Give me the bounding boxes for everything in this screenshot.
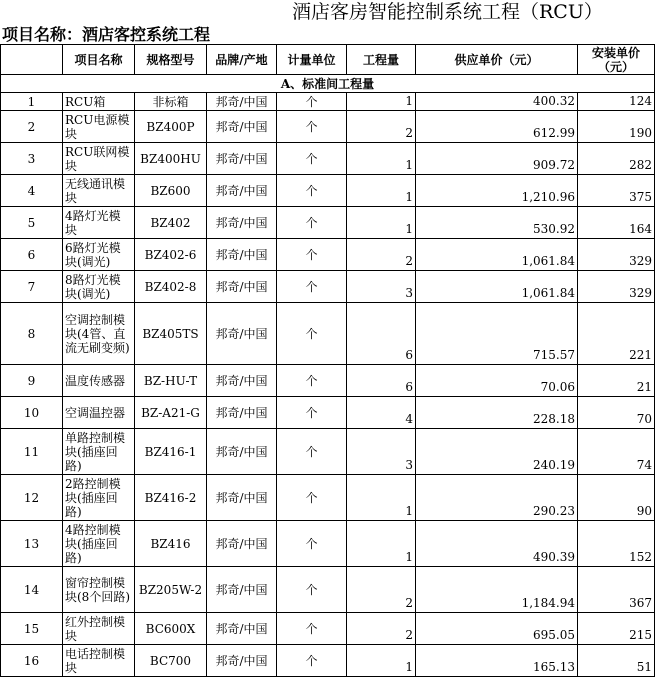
cell-index: 11 [1,429,63,475]
cell-unit: 个 [277,645,347,677]
header-item-name: 项目名称 [63,45,135,75]
cell-install-price: 152 [578,521,655,567]
table-row [1,207,655,239]
table-row [1,93,655,111]
cell-unit: 个 [277,93,347,111]
cell-install-price: 90 [578,475,655,521]
cell-quantity: 1 [347,175,416,207]
cell-install-price: 329 [578,271,655,303]
table-row [1,111,655,143]
header-unit: 计量单位 [277,45,347,75]
cell-brand: 邦奇/中国 [207,239,277,271]
cell-index: 5 [1,207,63,239]
cell-unit: 个 [277,175,347,207]
cell-supply-price: 1,184.94 [416,567,578,613]
table-row [1,143,655,175]
cell-index: 16 [1,645,63,677]
cell-brand: 邦奇/中国 [207,143,277,175]
cell-unit: 个 [277,207,347,239]
project-name-label: 项目名称：酒店客控系统工程 [2,25,211,44]
cell-brand: 邦奇/中国 [207,645,277,677]
cell-brand: 邦奇/中国 [207,93,277,111]
cell-brand: 邦奇/中国 [207,365,277,397]
cell-model: BZ-A21-G [135,397,207,429]
cell-index: 4 [1,175,63,207]
cell-unit: 个 [277,239,347,271]
cell-item-name: 4路灯光模块 [63,207,135,239]
cell-quantity: 1 [347,143,416,175]
cell-install-price: 21 [578,365,655,397]
cell-install-price: 329 [578,239,655,271]
quote-table [0,44,655,677]
cell-brand: 邦奇/中国 [207,567,277,613]
cell-model: BZ600 [135,175,207,207]
cell-model: BZ402 [135,207,207,239]
table-row [1,645,655,677]
cell-item-name: 空调控制模块(4管、直流无刷变频) [63,303,135,365]
cell-install-price: 74 [578,429,655,475]
cell-install-price: 215 [578,613,655,645]
table-row [1,613,655,645]
cell-supply-price: 530.92 [416,207,578,239]
cell-model: BZ416 [135,521,207,567]
header-brand: 品牌/产地 [207,45,277,75]
cell-supply-price: 70.06 [416,365,578,397]
section-title: A、标准间工程量 [1,75,655,93]
table-body [1,75,655,677]
cell-supply-price: 228.18 [416,397,578,429]
cell-install-price: 282 [578,143,655,175]
header-install-price: 安装单价（元） [578,45,655,75]
cell-supply-price: 240.19 [416,429,578,475]
cell-brand: 邦奇/中国 [207,613,277,645]
cell-item-name: 电话控制模块 [63,645,135,677]
cell-model: BZ416-2 [135,475,207,521]
cell-quantity: 6 [347,303,416,365]
cell-install-price: 51 [578,645,655,677]
cell-item-name: RCU箱 [63,93,135,111]
document-title-text: 酒店客房智能控制系统工程（RCU） [292,1,603,23]
cell-brand: 邦奇/中国 [207,475,277,521]
cell-index: 3 [1,143,63,175]
cell-item-name: 6路灯光模块(调光) [63,239,135,271]
cell-index: 8 [1,303,63,365]
cell-brand: 邦奇/中国 [207,111,277,143]
cell-model: BZ400HU [135,143,207,175]
cell-unit: 个 [277,521,347,567]
cell-supply-price: 612.99 [416,111,578,143]
cell-quantity: 1 [347,93,416,111]
cell-index: 13 [1,521,63,567]
cell-item-name: RCU电源模块 [63,111,135,143]
cell-item-name: RCU联网模块 [63,143,135,175]
cell-model: BZ402-8 [135,271,207,303]
cell-quantity: 3 [347,271,416,303]
cell-quantity: 2 [347,239,416,271]
cell-brand: 邦奇/中国 [207,429,277,475]
cell-item-name: 4路控制模块(插座回路) [63,521,135,567]
cell-supply-price: 490.39 [416,521,578,567]
cell-index: 15 [1,613,63,645]
cell-unit: 个 [277,613,347,645]
cell-item-name: 8路灯光模块(调光) [63,271,135,303]
cell-brand: 邦奇/中国 [207,175,277,207]
cell-model: BZ400P [135,111,207,143]
cell-supply-price: 715.57 [416,303,578,365]
cell-unit: 个 [277,303,347,365]
table-row [1,365,655,397]
header-row [1,45,655,75]
cell-install-price: 190 [578,111,655,143]
cell-supply-price: 695.05 [416,613,578,645]
cell-supply-price: 290.23 [416,475,578,521]
cell-install-price: 375 [578,175,655,207]
document-title [0,0,623,24]
cell-unit: 个 [277,567,347,613]
cell-supply-price: 1,210.96 [416,175,578,207]
cell-item-name: 无线通讯模块 [63,175,135,207]
cell-index: 10 [1,397,63,429]
cell-unit: 个 [277,143,347,175]
cell-model: BZ402-6 [135,239,207,271]
cell-install-price: 221 [578,303,655,365]
cell-quantity: 4 [347,397,416,429]
cell-model: BC700 [135,645,207,677]
table-row [1,175,655,207]
cell-item-name: 温度传感器 [63,365,135,397]
cell-item-name: 空调温控器 [63,397,135,429]
cell-supply-price: 400.32 [416,93,578,111]
cell-install-price: 124 [578,93,655,111]
table-row [1,303,655,365]
cell-quantity: 1 [347,207,416,239]
cell-index: 7 [1,271,63,303]
section-row [1,75,655,93]
header-model: 规格型号 [135,45,207,75]
cell-quantity: 6 [347,365,416,397]
cell-brand: 邦奇/中国 [207,271,277,303]
cell-unit: 个 [277,397,347,429]
table-row [1,521,655,567]
cell-unit: 个 [277,111,347,143]
table-row [1,429,655,475]
cell-unit: 个 [277,365,347,397]
cell-index: 9 [1,365,63,397]
cell-supply-price: 165.13 [416,645,578,677]
cell-item-name: 红外控制模块 [63,613,135,645]
header-index [1,45,63,75]
cell-supply-price: 909.72 [416,143,578,175]
cell-unit: 个 [277,271,347,303]
cell-index: 14 [1,567,63,613]
cell-quantity: 2 [347,567,416,613]
cell-install-price: 70 [578,397,655,429]
table-row [1,475,655,521]
cell-quantity: 2 [347,613,416,645]
cell-model: BZ-HU-T [135,365,207,397]
cell-model: BZ205W-2 [135,567,207,613]
cell-model: BC600X [135,613,207,645]
cell-supply-price: 1,061.84 [416,271,578,303]
cell-index: 12 [1,475,63,521]
cell-brand: 邦奇/中国 [207,207,277,239]
cell-index: 1 [1,93,63,111]
cell-model: BZ416-1 [135,429,207,475]
header-supply-price: 供应单价（元） [416,45,578,75]
cell-quantity: 1 [347,475,416,521]
cell-brand: 邦奇/中国 [207,303,277,365]
header-quantity: 工程量 [347,45,416,75]
cell-quantity: 2 [347,111,416,143]
table-row [1,397,655,429]
cell-index: 2 [1,111,63,143]
cell-install-price: 367 [578,567,655,613]
cell-supply-price: 1,061.84 [416,239,578,271]
cell-item-name: 单路控制模块(插座回路) [63,429,135,475]
table-row [1,567,655,613]
cell-unit: 个 [277,475,347,521]
cell-quantity: 1 [347,521,416,567]
cell-index: 6 [1,239,63,271]
cell-brand: 邦奇/中国 [207,521,277,567]
cell-quantity: 3 [347,429,416,475]
cell-unit: 个 [277,429,347,475]
cell-model: 非标箱 [135,93,207,111]
cell-brand: 邦奇/中国 [207,397,277,429]
cell-model: BZ405TS [135,303,207,365]
cell-item-name: 2路控制模块(插座回路) [63,475,135,521]
table-row [1,239,655,271]
cell-quantity: 1 [347,645,416,677]
cell-item-name: 窗帘控制模块(8个回路) [63,567,135,613]
table-row [1,271,655,303]
cell-install-price: 164 [578,207,655,239]
